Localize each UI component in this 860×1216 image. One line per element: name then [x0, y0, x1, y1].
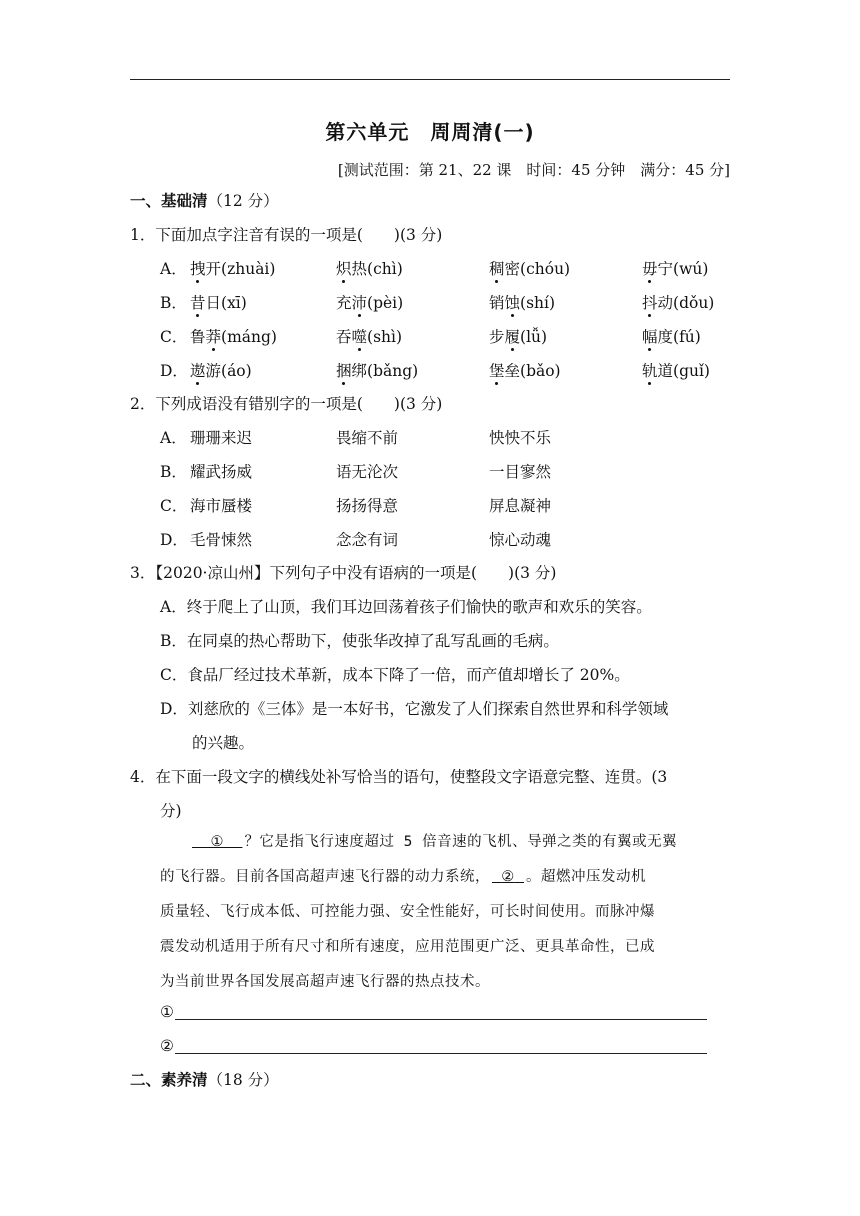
section-heading-literacy: 二、素养清（18 分）: [130, 1071, 279, 1089]
question-1-option-word: 鲁莽(máng): [190, 328, 277, 346]
question-1-option-word: 炽热(chì): [336, 260, 403, 278]
question-1-option-word: 销蚀(shí): [489, 294, 556, 312]
question-1-option-word: 吞噬(shì): [336, 328, 403, 346]
question-4-stem: 4．在下面一段文字的横线处补写恰当的语句，使整段文字语意完整、连贯。(3: [130, 768, 668, 786]
question-1-option-word: 轨道(guǐ): [642, 362, 710, 380]
question-2-option-idiom: 怏怏不乐: [489, 429, 552, 447]
question-1-option-letter: D．: [160, 362, 188, 380]
question-2-option-letter: B．: [160, 463, 187, 481]
question-2-option-idiom: 念念有词: [336, 531, 399, 549]
question-1-option-word: 抖动(dǒu): [642, 294, 715, 312]
question-2-option-idiom: 惊心动魂: [489, 531, 552, 549]
question-2-option-idiom: 语无沦次: [336, 463, 399, 481]
question-1-option-word: 遨游(áo): [190, 362, 252, 380]
answer-2-line[interactable]: [175, 1053, 707, 1054]
question-1-option-word: 毋宁(wú): [642, 260, 709, 278]
question-2-option-idiom: 一目寥然: [489, 463, 552, 481]
question-3-option-a: A．终于爬上了山顶，我们耳边回荡着孩子们愉快的歌声和欢乐的笑容。: [160, 598, 652, 616]
question-1-option-word: 堡垒(bǎo): [489, 362, 561, 380]
answer-1-label: ①: [160, 1003, 174, 1021]
question-2-option-letter: C．: [160, 497, 188, 515]
question-3-option-d-continued: 的兴趣。: [192, 734, 255, 752]
question-1-option-word: 昔日(xī): [190, 294, 247, 312]
question-2-option-idiom: 海市蜃楼: [190, 497, 253, 515]
question-2-option-idiom: 畏缩不前: [336, 429, 399, 447]
section-heading-basics: 一、基础清（12 分）: [130, 192, 279, 210]
question-4-passage: ① ？它是指飞行速度超过 5 倍音速的飞机、导弹之类的有翼或无翼 的飞行器。目前各国高超声速飞行器的动力系统， ② 。超燃冲压发动机 质量轻、飞行成本低、可控能力强、安全性能好，可长时间使用。而脉冲爆 震发动机适用于所有尺寸和所有速度，应用范围更广泛、更具革命性，已成 为当前世界各国发展高超声速飞行器的热点技术。: [160, 825, 732, 1000]
question-2-option-letter: A．: [160, 429, 187, 447]
question-3-option-b: B．在同桌的热心帮助下，使张华改掉了乱写乱画的毛病。: [160, 632, 559, 650]
question-3-stem: 3．【2020·凉山州】下列句子中没有语病的一项是( )(3 分): [130, 564, 557, 582]
passage-blank-2: ②: [501, 869, 515, 885]
question-2-stem: 2．下列成语没有错别字的一项是( )(3 分): [130, 395, 443, 413]
question-2-option-idiom: 扬扬得意: [336, 497, 399, 515]
question-1-option-letter: A．: [160, 260, 187, 278]
question-1-stem: 1．下面加点字注音有误的一项是( )(3 分): [130, 226, 443, 244]
question-1-option-word: 幅度(fú): [642, 328, 701, 346]
question-1-option-letter: C．: [160, 328, 188, 346]
question-1-option-word: 充沛(pèi): [336, 294, 404, 312]
question-3-option-c: C．食品厂经过技术革新，成本下降了一倍，而产值却增长了 20%。: [160, 666, 630, 684]
answer-2-label: ②: [160, 1037, 174, 1055]
question-2-option-idiom: 屏息凝神: [489, 497, 552, 515]
question-1-option-word: 捆绑(bǎng): [336, 362, 419, 380]
question-4-stem-continued: 分): [160, 802, 182, 820]
passage-blank-1: ①: [210, 834, 224, 850]
question-2-option-letter: D．: [160, 531, 188, 549]
question-2-option-idiom: 珊珊来迟: [190, 429, 253, 447]
question-2-option-idiom: 耀武扬威: [190, 463, 253, 481]
question-1-option-word: 稠密(chóu): [489, 260, 571, 278]
question-1-option-word: 拽开(zhuài): [190, 260, 276, 278]
question-3-option-d: D．刘慈欣的《三体》是一本好书，它激发了人们探索自然世界和科学领域: [160, 700, 669, 718]
answer-1-line[interactable]: [175, 1019, 707, 1020]
question-2-option-idiom: 毛骨悚然: [190, 531, 253, 549]
test-scope-info: [测试范围：第 21、22 课 时间：45 分钟 满分：45 分]: [337, 161, 730, 179]
question-1-option-letter: B．: [160, 294, 187, 312]
top-rule: [130, 79, 730, 80]
question-1-option-word: 步履(lǚ): [489, 328, 548, 346]
page-title: 第六单元 周周清(一): [325, 120, 535, 144]
